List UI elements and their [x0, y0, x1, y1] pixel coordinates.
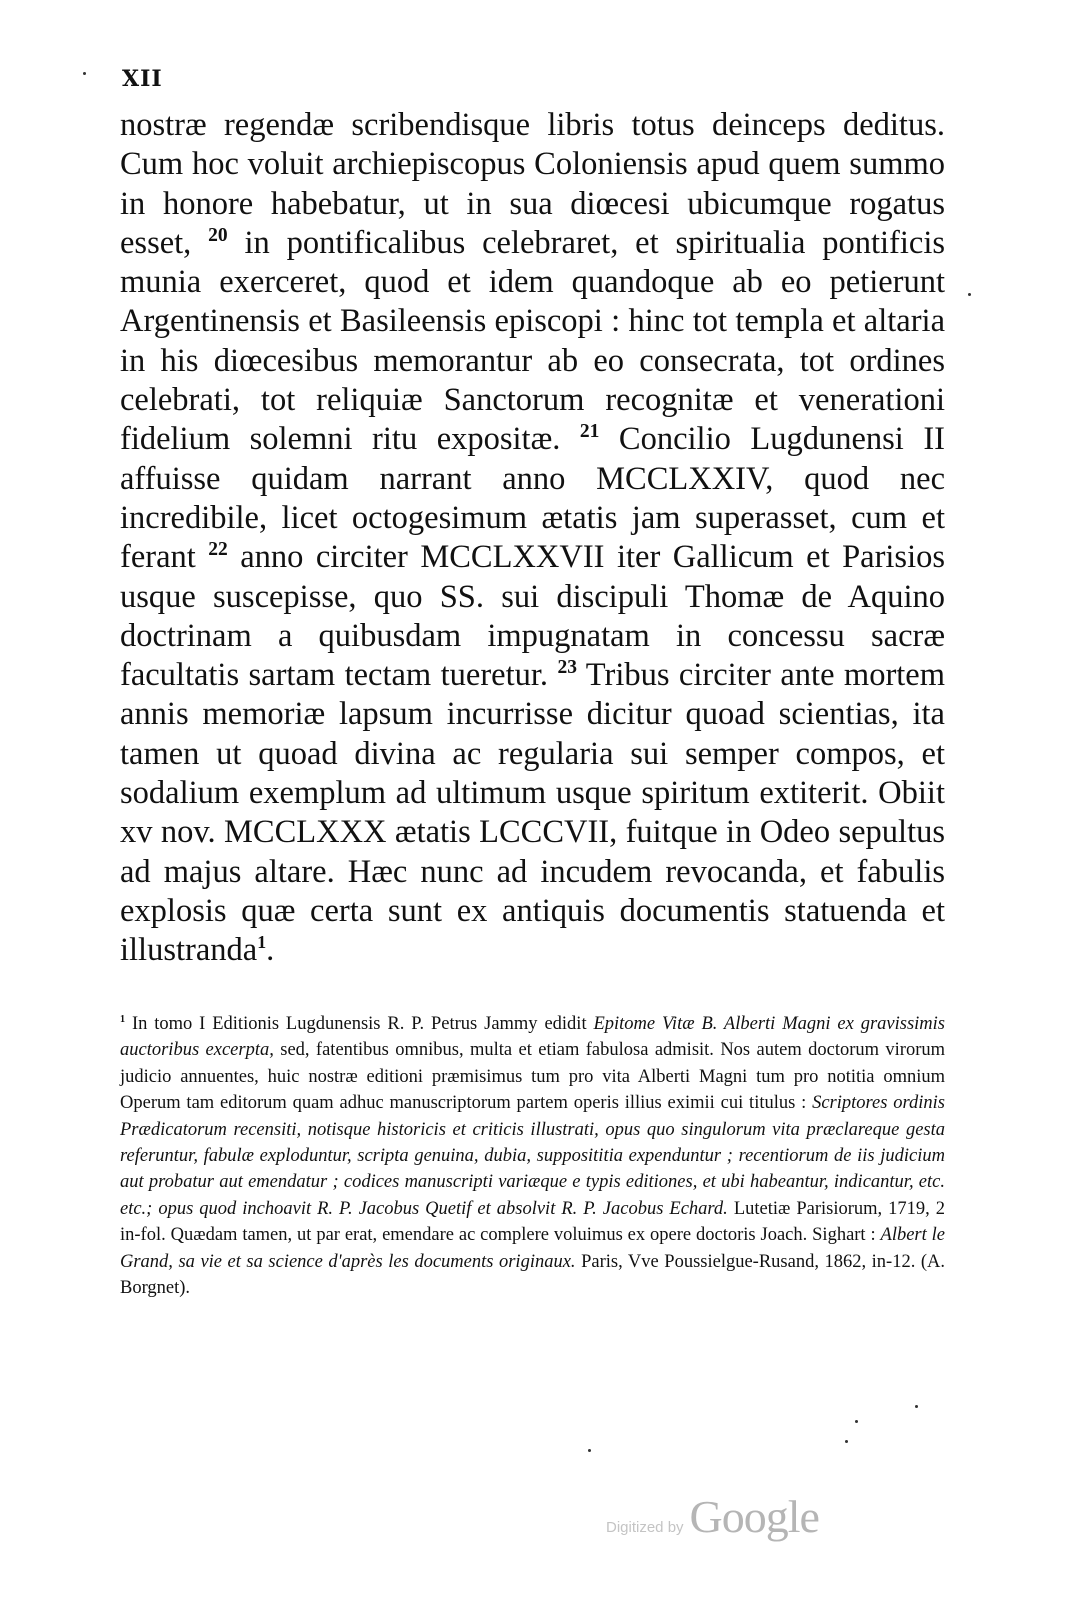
watermark-prefix: Digitized by	[606, 1519, 684, 1536]
footnote-text-segment: sed, fatentibus omnibus, multa et etiam fabulosa admisit. Nos autem doctorum virorum judicio annuentes, huic nostræ editioni præmisimus tum pro vita Alberti Magni tum pro notitia omnium Operum tam editorum quam adhuc manuscriptorum partem operis illius eximii cui titulus :	[120, 1040, 946, 1114]
footnote-text-segment: In tomo I Editionis Lugdunensis R. P. Petrus Jammy edidit	[131, 1014, 587, 1034]
note-marker: 22	[208, 539, 228, 561]
body-text-segment: in pontificalibus celebraret, et spiritualia pontificis munia exerceret, quod et idem quandoque ab eo petierunt Argentinensis et Basileensis episcopi : hinc tot templa et altaria in his diœcesibus memorantur ab eo consecrata, tot ordines celebrati, tot reliquiæ Sanctorum recognitæ et venerationi fidelium solemni ritu expositæ.	[120, 224, 945, 458]
footnote-title-italic: Scriptores ordinis Prædicatorum recensiti, notisque historicis et criticis illustrati, opus quo singulorum vita præclareque gesta referuntur, fabulæ exploduntur, scripta genuina, dubia, supposititia expenduntur ; recentiorum de iis judicium aut probatur aut emendatur ; codices manuscripti variæque e typis editiones, et ubi habeantur, indicantur, etc. etc.; opus quod inchoavit R. P. Jacobus Quetif et absolvit R. P. Jacobus Echard.	[120, 1093, 945, 1219]
scan-speck	[855, 1420, 858, 1423]
scan-speck	[83, 72, 86, 75]
scan-speck	[588, 1449, 591, 1452]
scan-speck	[845, 1440, 848, 1443]
body-text-segment: .	[266, 932, 275, 969]
footnote	[120, 1011, 945, 1301]
note-marker: 23	[557, 657, 577, 679]
footnote-text-segment: Lutetiæ Parisiorum, 1719, 2 in-fol. Quædam tamen, ut par erat, emendare ac complere voluimus ex opere doctoris Joach. Sighart :	[120, 1198, 946, 1246]
scan-speck	[968, 293, 971, 296]
body-text-segment: Tribus circiter ante mortem annis memoriæ lapsum incurrisse dicitur quoad scientias, ita tamen ut quoad divina ac regularia sui semper compos, et sodalium exemplum ad ultimum usque spiritum extiterit. Obiit xv nov. MCCLXXX ætatis LCCCVII, fuitque in Odeo sepultus ad majus altare. Hæc nunc ad incudem revocanda, et fabulis explosis quæ certa sunt ex antiquis documentis statuenda et illustranda	[120, 657, 946, 969]
body-paragraph	[120, 106, 945, 971]
note-marker: 20	[208, 225, 228, 247]
scan-speck	[915, 1405, 918, 1408]
body-text-segment: Concilio Lugdunensi II affuisse quidam narrant anno MCCLXXIV, quod nec incredibile, licet octogesimum ætatis jam superasset, cum et ferant	[120, 421, 945, 576]
footnote-number: 1	[120, 1013, 126, 1025]
page-number: XII	[122, 66, 163, 92]
body-text-segment: nostræ regendæ scribendisque libris totus deinceps deditus. Cum hoc voluit archiepiscopus Coloniensis apud quem summo in honore habebatur, ut in sua diœcesi ubicumque rogatus esset,	[120, 107, 945, 261]
google-logo: Google	[689, 1491, 819, 1542]
footnote-title-italic: Albert le Grand, sa vie et sa science d'après les documents originaux.	[120, 1225, 946, 1272]
digitized-by-google-watermark	[606, 1490, 819, 1543]
footnote-title-italic: Epitome Vitæ B. Alberti Magni ex gravissimis auctoribus excerpta,	[120, 1014, 945, 1061]
note-marker: 21	[579, 421, 600, 443]
body-text-segment: anno circiter MCCLXXVII iter Gallicum et Parisios usque suscepisse, quo SS. sui discipuli Thomæ de Aquino doctrinam a quibusdam impugnatam in concessu sacræ facultatis sartam tectam tueretur.	[120, 539, 945, 694]
footnote-reference: 1	[257, 932, 267, 953]
footnote-text-segment: Paris, Vve Poussielgue-Rusand, 1862, in-12. (A. Borgnet).	[120, 1251, 945, 1299]
